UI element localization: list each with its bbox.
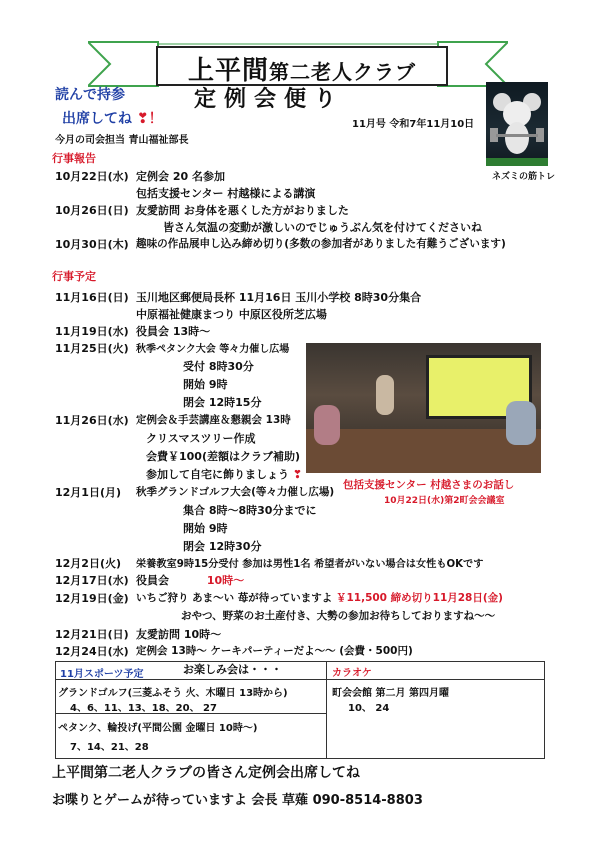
schedule-row-text: 閉会 12時15分 [183, 396, 262, 409]
report-row-text: 皆さん気温の変動が激しいのでじゅうぶん気を付けてくださいね [163, 221, 482, 234]
schedule-row-text: 友愛訪問 10時～ [136, 628, 222, 641]
schedule-row-text: 秋季グランドゴルフ大会(等々力催し広場) [136, 486, 335, 498]
title-box [156, 46, 448, 86]
title-sub: 第二老人クラブ [269, 60, 416, 84]
schedule-row-text: 開始 9時 [183, 522, 228, 535]
schedule-row-text: 役員会 10時～ [136, 574, 245, 587]
schedule-row-date: 12月19日(金) [55, 592, 129, 605]
meeting-photo-date: 10月22日(水)第2町会会議室 [384, 496, 505, 506]
schedule-row-text: 栄養教室9時15分受付 参加は男性1名 希望者がいない場合は女性もOKです [136, 559, 484, 570]
report-row-text: 包括支援センター 村越様による講演 [136, 187, 316, 200]
report-row-date: 10月26日(日) [55, 204, 129, 217]
report-row-date: 10月30日(木) [55, 238, 129, 251]
sports-heading: 11月スポーツ予定 [60, 669, 144, 680]
footer-line-2: お喋りとゲームが待っていますよ 会長 草薙 090-8514-8803 [52, 793, 423, 808]
report-row: 10月22日(水) [55, 170, 129, 183]
schedule-row-text: 中原福祉健康まつり 中原区役所芝広場 [136, 308, 327, 321]
schedule-row-date: 12月2日(火) [55, 557, 122, 570]
speaker-figure [376, 375, 394, 415]
schedule-row-date: 12月1日(月) [55, 486, 122, 499]
schedule-row-date: 12月21日(日) [55, 628, 129, 641]
mouse-photo-caption: ネズミの筋トレ [492, 172, 556, 182]
activities-box [55, 661, 545, 759]
report-heading: 行事報告 [52, 152, 96, 165]
schedule-row-text: 秋季ペタンク大会 等々力催し広場 [136, 344, 290, 355]
schedule-row-text: お楽しみ会は・・・ [183, 663, 282, 676]
meeting-photo [306, 343, 541, 473]
title-main: 上平間 [187, 56, 269, 86]
meeting-photo-caption: 包括支援センター 村越さまのお話し [343, 479, 515, 491]
box-vertical-divider [326, 662, 327, 758]
schedule-row-date: 11月25日(火) [55, 342, 129, 355]
report-row-text: 友愛訪問 お身体を悪くした方がおりました [136, 204, 349, 217]
golf-dates: 4、6、11、13、18、20、 27 [70, 703, 217, 714]
newsletter-subtitle: 定例会便り [194, 87, 345, 112]
schedule-row-date: 11月26日(水) [55, 414, 129, 427]
schedule-row-text: 会費￥100(差額はクラブ補助) [146, 450, 301, 463]
golf-title: グランドゴルフ(三菱ふそう 火、木曜日 13時から) [58, 688, 288, 699]
schedule-heading: 行事予定 [52, 270, 96, 283]
issue-date: 11月号 令和7年11月10日 [352, 119, 475, 130]
attendee-figure [314, 405, 340, 445]
report-row-text: 趣味の作品展申し込み締め切り(多数の参加者がありました有難うございます) [136, 238, 506, 250]
report-row-text: 定例会 20 名参加 [136, 170, 225, 183]
schedule-row-date: 12月24日(水) [55, 645, 129, 658]
footer-line-1: 上平間第二老人クラブの皆さん定例会出席してね [52, 765, 360, 781]
petanque-title: ペタンク、輪投げ(平間公園 金曜日 10時～) [58, 723, 258, 734]
petanque-dates: 7、14、21、28 [70, 742, 149, 753]
schedule-row-text: 閉会 12時30分 [183, 540, 262, 553]
schedule-row-text: 受付 8時30分 [183, 360, 254, 373]
karaoke-place: 町会会館 第二月 第四月曜 [332, 688, 449, 699]
schedule-row-date: 12月17日(水) [55, 574, 129, 587]
mouse-icon [486, 82, 548, 166]
attend-note: 出席してね ❣！ [62, 111, 163, 127]
read-and-bring-label: 読んで持参 [55, 87, 125, 103]
mouse-workout-photo [486, 82, 548, 166]
schedule-row-text: 役員会 13時～ [136, 325, 211, 338]
schedule-row-date: 11月16日(日) [55, 291, 129, 304]
schedule-row-date: 11月19日(水) [55, 325, 129, 338]
attendee-figure [506, 401, 536, 445]
schedule-row-text: 参加して自宅に飾りましょう ❣ [146, 468, 303, 481]
schedule-row-text: クリスマスツリー作成 [146, 432, 256, 445]
schedule-row-text: おやつ、野菜のお土産付き、大勢の参加お待ちしておりますね～～ [181, 610, 496, 622]
schedule-row-text: 集合 8時～8時30分までに [183, 504, 317, 517]
karaoke-heading: カラオケ [332, 668, 372, 679]
host-note: 今月の司会担当 青山福祉部長 [55, 135, 189, 146]
schedule-row-text: 玉川地区郵便局長杯 11月16日 玉川小学校 8時30分集合 [136, 291, 422, 304]
schedule-row-text: いちご狩り あま～い 苺が待っていますよ ￥11,500 締め切り11月28日(金) [136, 592, 503, 604]
schedule-row-text: 定例会 13時～ ケーキパーティーだよ～～ (会費・500円) [136, 645, 413, 657]
karaoke-dates: 10、 24 [348, 703, 390, 714]
schedule-row-text: 定例会＆手芸講座＆懇親会 13時 [136, 414, 291, 426]
schedule-row-text: 開始 9時 [183, 378, 228, 391]
